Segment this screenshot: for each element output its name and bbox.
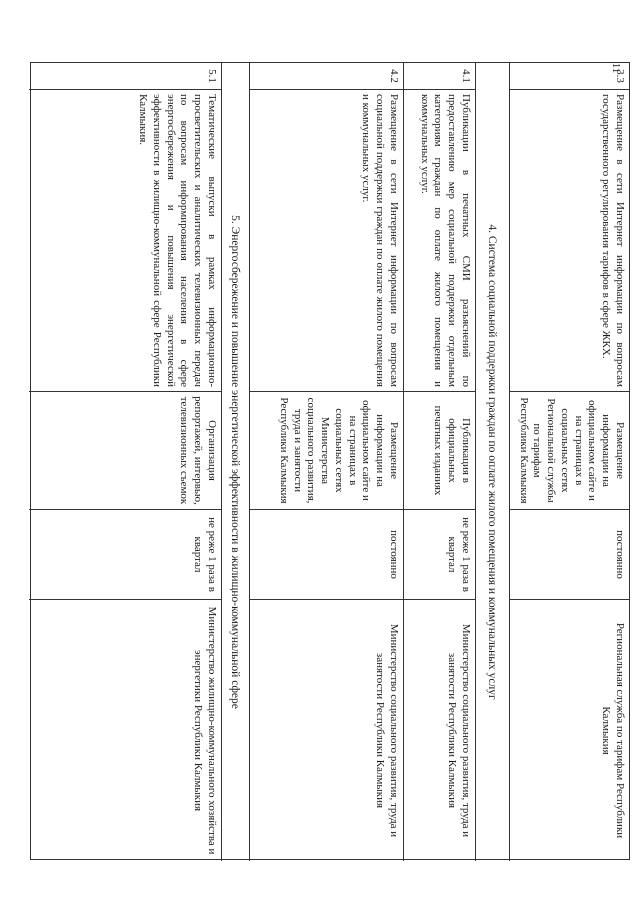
section-row	[221, 63, 249, 861]
responsible-text: Министерство социального развития, труда и занятости Республики Калмыкия	[250, 599, 403, 861]
table-row	[509, 63, 629, 861]
responsible-text: Министерство жилищно-коммунального хозяйства и энергетики Республики Калмыкия	[29, 599, 221, 861]
form-text: Организация репортажей, интервью, телевизионных съемок	[29, 391, 221, 509]
form-text: Публикация в официальных печатных изданиях	[404, 391, 475, 509]
action-text: Размещение в сети Интернет информации по вопросам социальной поддержки граждан по оплате жилого помещения и коммунальных услуг.	[250, 89, 403, 391]
term-text: не реже 1 раза в квартал	[29, 509, 221, 599]
row-number: 4.2	[388, 69, 400, 83]
term-text: постоянно	[510, 509, 629, 599]
responsible-text: Министерство социального развития, труда и занятости Республики Калмыкия	[404, 599, 475, 861]
responsible-text: Региональная служба по тарифам Республики Калмыкия	[510, 599, 629, 861]
row-number: 4.1	[460, 69, 472, 83]
action-text: Тематические выпуски в рамках информационно-просветительских и аналитических телевизионных передач по вопросам информирования населения в сфере энергосбережения и повышения энергетической эффективности в жилищно-коммунальной сфере Республики Калмыкия.	[29, 89, 221, 391]
form-text: Размещение информации на официальном сайте и на страницах в социальных сетях Министерства социального развития, труда и занятости Республики Калмыкия	[250, 391, 403, 509]
row-number: 5.1	[206, 69, 218, 83]
measures-table	[30, 62, 630, 860]
table-row	[403, 63, 475, 861]
page-number: 11	[610, 62, 622, 74]
section-title: 4. Система социальной поддержки граждан по оплате жилого помещения и коммунальных услуг	[486, 224, 499, 700]
table-row	[249, 63, 403, 861]
section-title: 5. Энергосбережение и повышение энергетической эффективности в жилищно-коммунальной сфере	[229, 215, 242, 709]
term-text: постоянно	[250, 509, 403, 599]
action-text: Размещение в сети Интернет информации по вопросам государственного регулирования тарифов в сфере ЖКХ.	[510, 89, 629, 391]
term-text: не реже 1 раза в квартал	[404, 509, 475, 599]
action-text: Публикации в печатных СМИ разъяснений по предоставлению мер социальной поддержки отдельным категориям граждан по оплате жилого помещения и коммунальных услуг.	[404, 89, 475, 391]
form-text: Размещение информации на официальном сайте и на страницах в социальных сетях Региональной службы по тарифам Республики Калмыкия	[510, 391, 629, 509]
rotated-page-content	[30, 62, 630, 860]
section-row	[475, 63, 509, 861]
row-number: 3.3	[614, 69, 626, 83]
table-row	[29, 63, 221, 861]
